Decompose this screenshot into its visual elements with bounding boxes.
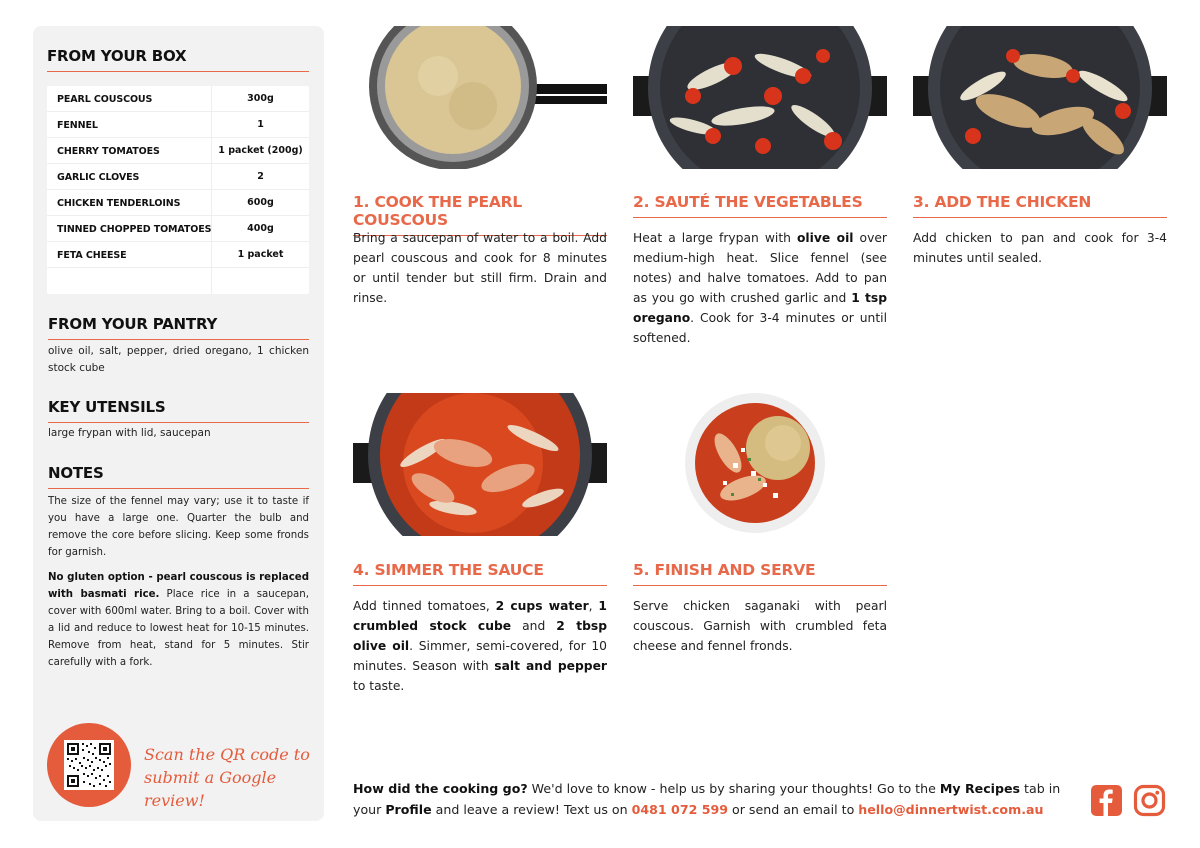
ingredient-qty: 1 packet	[211, 242, 309, 268]
qr-caption: Scan the QR code to submit a Google review!	[144, 745, 310, 810]
text-run: over medium-high heat. Slice fennel (see notes) and halve tomatoes. Add to pan as you go with crushed garlic and	[633, 231, 887, 305]
ingredient-qty-empty	[211, 268, 309, 294]
text-run: and leave a review! Text us on	[431, 802, 632, 817]
text-run: Heat a large frypan with	[633, 231, 797, 245]
step-2-text	[633, 228, 887, 348]
text-run: salt and pepper	[494, 659, 607, 673]
text-run: . Simmer, semi-covered, for 10 minutes. Season with	[353, 639, 607, 673]
notes-text: The size of the fennel may vary; use it to taste if you have a large one. Quarter the bulb and remove the core before slicing. Keep some fronds for garnish.	[48, 496, 309, 558]
text-run: How did the cooking go?	[353, 781, 528, 796]
review-prompt	[353, 778, 1083, 820]
step-2-title: 2. SAUTÉ THE VEGETABLES	[633, 193, 887, 218]
table-row	[47, 190, 309, 216]
step-3-text	[913, 228, 1167, 268]
ingredient-name: FETA CHEESE	[57, 250, 127, 261]
text-run: olive oil	[796, 231, 854, 245]
step-1-text	[353, 228, 607, 308]
utensils-text: large frypan with lid, saucepan	[48, 427, 211, 439]
ingredient-name: CHERRY TOMATOES	[57, 146, 160, 157]
utensils-title: KEY UTENSILS	[48, 398, 309, 423]
text-run: or send an email to	[728, 802, 859, 817]
step-1-image	[353, 26, 607, 169]
text-run: Add chicken to pan and cook for 3-4 minutes until sealed.	[913, 231, 1167, 265]
gluten-free-note	[48, 569, 309, 671]
text-run: 2 tbsp olive oil	[353, 619, 607, 653]
text-run: Bring a saucepan of water to a boil. Add pearl couscous and cook for 8 minutes or until tender but still firm. Drain and rinse.	[353, 231, 607, 305]
text-run: Profile	[385, 802, 432, 817]
ingredient-name: FENNEL	[57, 120, 98, 131]
gluten-free-note-bold: No gluten option - pearl couscous is replaced with basmati rice.	[48, 572, 309, 600]
text-run: 1 crumbled stock cube	[353, 599, 607, 633]
step-4-title: 4. SIMMER THE SAUCE	[353, 561, 607, 586]
table-row	[47, 164, 309, 190]
qr-code-icon[interactable]	[64, 740, 114, 790]
text-run: to taste.	[353, 679, 405, 693]
step-3-image	[913, 26, 1167, 169]
text-run: ,	[588, 599, 599, 613]
text-run: . Cook for 3-4 minutes or until softened.	[633, 311, 887, 345]
step-3-title: 3. ADD THE CHICKEN	[913, 193, 1167, 218]
text-run: Serve chicken saganaki with pearl couscous. Garnish with crumbled feta cheese and fennel fronds.	[633, 599, 887, 653]
box-title: FROM YOUR BOX	[47, 47, 309, 72]
step-5-image	[633, 393, 887, 536]
ingredient-qty: 1	[211, 112, 309, 138]
step-4-text	[353, 596, 607, 696]
facebook-icon[interactable]	[1090, 784, 1123, 817]
text-run: 1 tsp oregano	[633, 291, 887, 325]
ingredient-qty: 300g	[211, 86, 309, 112]
step-2-image	[633, 26, 887, 169]
text-run: and	[511, 619, 557, 633]
step-5-title: 5. FINISH AND SERVE	[633, 561, 887, 586]
text-run: My Recipes	[939, 781, 1021, 796]
sidebar	[33, 26, 324, 821]
table-row	[47, 138, 309, 164]
table-row	[47, 86, 309, 112]
instagram-icon[interactable]	[1133, 784, 1166, 817]
ingredient-qty: 2	[211, 164, 309, 190]
step-4-image	[353, 393, 607, 536]
pantry-title: FROM YOUR PANTRY	[48, 315, 309, 340]
ingredient-qty: 1 packet (200g)	[211, 138, 309, 164]
text-run: We'd love to know - help us by sharing your thoughts! Go to the	[527, 781, 940, 796]
ingredient-name: PEARL COUSCOUS	[57, 94, 153, 105]
notes-title: NOTES	[48, 464, 309, 489]
step-5-text	[633, 596, 887, 656]
table-row	[47, 216, 309, 242]
text-run: tab in your	[353, 781, 1061, 817]
text-run: Add tinned tomatoes,	[353, 599, 496, 613]
ingredient-qty: 600g	[211, 190, 309, 216]
qr-badge[interactable]	[47, 723, 131, 807]
ingredient-name: CHICKEN TENDERLOINS	[57, 198, 181, 209]
step-1-title: 1. COOK THE PEARL COUSCOUS	[353, 193, 607, 236]
contact-link[interactable]: 0481 072 599	[631, 802, 729, 817]
table-row-empty	[47, 268, 309, 294]
table-row	[47, 112, 309, 138]
ingredient-name: TINNED CHOPPED TOMATOES	[57, 224, 212, 235]
ingredients-table	[47, 86, 309, 294]
ingredient-name: GARLIC CLOVES	[57, 172, 140, 183]
gluten-free-note-text: Place rice in a saucepan, cover with 600ml water. Bring to a boil. Cover with a lid and reduce to lowest heat for 10-15 minutes. Remove from heat, stand for 5 minutes. Stir carefully with a fork.	[48, 589, 309, 668]
table-row	[47, 242, 309, 268]
ingredient-qty: 400g	[211, 216, 309, 242]
text-run: 2 cups water	[495, 599, 589, 613]
contact-link[interactable]: hello@dinnertwist.com.au	[858, 802, 1044, 817]
pantry-text: olive oil, salt, pepper, dried oregano, 1 chicken stock cube	[48, 345, 309, 374]
